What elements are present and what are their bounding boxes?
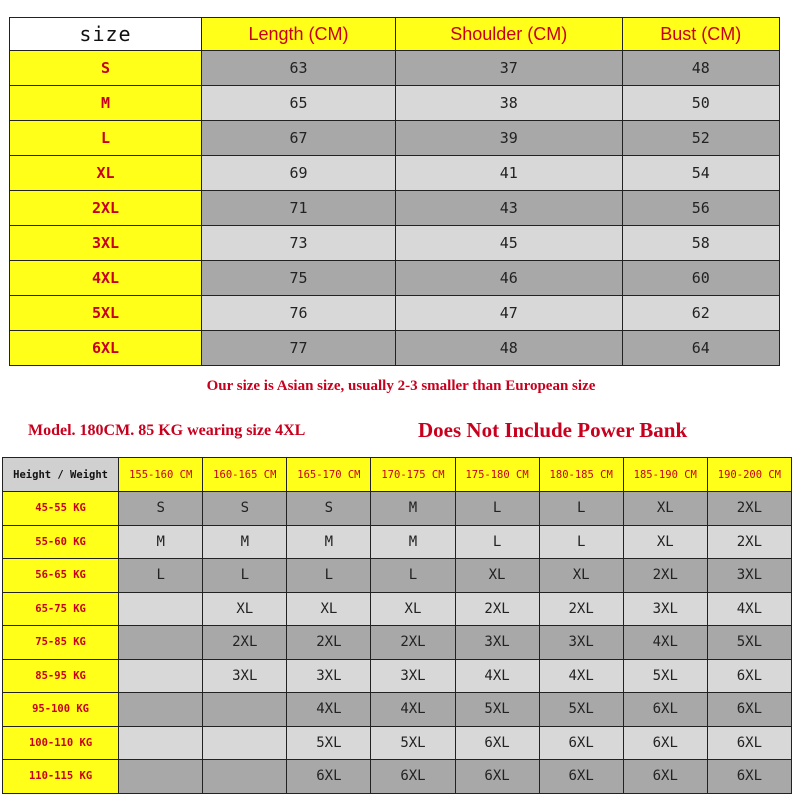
size-row	[10, 226, 780, 261]
weight-label: 85-95 KG	[3, 659, 119, 693]
size-label: 6XL	[10, 331, 202, 366]
height-header: 170-175 CM	[371, 458, 455, 492]
size-recommendation-cell: 2XL	[623, 559, 707, 593]
size-recommendation-cell	[119, 693, 203, 727]
size-recommendation-cell: 6XL	[539, 726, 623, 760]
size-recommendation-cell: S	[287, 492, 371, 526]
model-note: Model. 180CM. 85 KG wearing size 4XL	[28, 422, 306, 439]
size-recommendation-cell: 4XL	[707, 592, 791, 626]
shoulder-value: 45	[395, 226, 622, 261]
bust-value: 62	[622, 296, 779, 331]
shoulder-value: 48	[395, 331, 622, 366]
height-weight-table	[2, 457, 792, 794]
shoulder-value: 39	[395, 121, 622, 156]
length-value: 73	[202, 226, 396, 261]
weight-label: 95-100 KG	[3, 693, 119, 727]
size-recommendation-cell: S	[119, 492, 203, 526]
size-recommendation-cell: 2XL	[371, 626, 455, 660]
size-row	[10, 261, 780, 296]
size-recommendation-cell: XL	[203, 592, 287, 626]
size-row	[10, 296, 780, 331]
weight-label: 56-65 KG	[3, 559, 119, 593]
length-value: 71	[202, 191, 396, 226]
weight-label: 110-115 KG	[3, 760, 119, 794]
size-row	[10, 331, 780, 366]
size-recommendation-cell: 3XL	[203, 659, 287, 693]
size-recommendation-cell	[119, 626, 203, 660]
size-recommendation-cell: 5XL	[707, 626, 791, 660]
size-label: L	[10, 121, 202, 156]
length-value: 67	[202, 121, 396, 156]
size-recommendation-cell: 6XL	[287, 760, 371, 794]
size-recommendation-cell: 3XL	[455, 626, 539, 660]
size-recommendation-cell: L	[371, 559, 455, 593]
shoulder-value: 41	[395, 156, 622, 191]
bust-value: 50	[622, 86, 779, 121]
size-recommendation-cell: 6XL	[707, 659, 791, 693]
header-length: Length (CM)	[202, 18, 396, 51]
size-recommendation-cell: L	[539, 492, 623, 526]
size-recommendation-cell: 6XL	[707, 693, 791, 727]
size-recommendation-cell: M	[371, 525, 455, 559]
size-recommendation-cell: 6XL	[455, 760, 539, 794]
asian-size-note: Our size is Asian size, usually 2-3 smaller than European size	[206, 378, 596, 394]
size-recommendation-cell: 4XL	[539, 659, 623, 693]
bust-value: 48	[622, 51, 779, 86]
size-recommendation-cell	[203, 760, 287, 794]
weight-label: 75-85 KG	[3, 626, 119, 660]
header-size: size	[10, 18, 202, 51]
header-bust: Bust (CM)	[622, 18, 779, 51]
weight-row	[3, 760, 792, 794]
length-value: 63	[202, 51, 396, 86]
size-recommendation-cell: L	[539, 525, 623, 559]
bust-value: 56	[622, 191, 779, 226]
bust-value: 52	[622, 121, 779, 156]
size-label: S	[10, 51, 202, 86]
size-label: XL	[10, 156, 202, 191]
power-bank-note: Does Not Include Power Bank	[418, 418, 688, 442]
size-recommendation-cell: 2XL	[707, 525, 791, 559]
size-recommendation-cell: 3XL	[371, 659, 455, 693]
size-recommendation-cell: 5XL	[455, 693, 539, 727]
size-recommendation-cell	[119, 592, 203, 626]
bust-value: 54	[622, 156, 779, 191]
size-recommendation-cell: 2XL	[455, 592, 539, 626]
size-recommendation-cell: 2XL	[203, 626, 287, 660]
size-recommendation-cell	[119, 659, 203, 693]
size-recommendation-cell: XL	[455, 559, 539, 593]
weight-row	[3, 525, 792, 559]
size-recommendation-cell: XL	[371, 592, 455, 626]
size-recommendation-cell: M	[371, 492, 455, 526]
size-recommendation-cell: XL	[539, 559, 623, 593]
size-recommendation-cell: 6XL	[623, 693, 707, 727]
height-header: 180-185 CM	[539, 458, 623, 492]
weight-row	[3, 659, 792, 693]
size-recommendation-cell: 4XL	[371, 693, 455, 727]
weight-row	[3, 726, 792, 760]
shoulder-value: 38	[395, 86, 622, 121]
size-recommendation-cell: 5XL	[287, 726, 371, 760]
height-header: 165-170 CM	[287, 458, 371, 492]
size-chart-table	[9, 17, 780, 366]
size-recommendation-cell	[203, 693, 287, 727]
bust-value: 58	[622, 226, 779, 261]
size-chart-header-row	[10, 18, 780, 51]
length-value: 77	[202, 331, 396, 366]
weight-row	[3, 626, 792, 660]
size-recommendation-cell: 5XL	[623, 659, 707, 693]
weight-row	[3, 559, 792, 593]
size-label: 5XL	[10, 296, 202, 331]
size-recommendation-cell: XL	[287, 592, 371, 626]
length-value: 75	[202, 261, 396, 296]
weight-label: 55-60 KG	[3, 525, 119, 559]
bust-value: 64	[622, 331, 779, 366]
size-recommendation-cell: L	[455, 492, 539, 526]
shoulder-value: 43	[395, 191, 622, 226]
size-row	[10, 191, 780, 226]
size-recommendation-cell: M	[287, 525, 371, 559]
size-recommendation-cell: L	[455, 525, 539, 559]
height-header: 155-160 CM	[119, 458, 203, 492]
size-recommendation-cell: 3XL	[707, 559, 791, 593]
size-recommendation-cell: L	[287, 559, 371, 593]
size-recommendation-cell: 6XL	[707, 726, 791, 760]
size-recommendation-cell: 2XL	[707, 492, 791, 526]
weight-row	[3, 693, 792, 727]
size-recommendation-cell: 2XL	[539, 592, 623, 626]
size-recommendation-cell: 3XL	[539, 626, 623, 660]
size-recommendation-cell: 5XL	[371, 726, 455, 760]
size-recommendation-cell: 4XL	[455, 659, 539, 693]
bust-value: 60	[622, 261, 779, 296]
size-row	[10, 156, 780, 191]
size-recommendation-cell: M	[203, 525, 287, 559]
size-label: 4XL	[10, 261, 202, 296]
size-recommendation-cell: 3XL	[287, 659, 371, 693]
size-recommendation-cell: 3XL	[623, 592, 707, 626]
size-label: M	[10, 86, 202, 121]
shoulder-value: 46	[395, 261, 622, 296]
size-recommendation-cell: 6XL	[539, 760, 623, 794]
size-recommendation-cell: M	[119, 525, 203, 559]
size-recommendation-cell	[119, 760, 203, 794]
size-recommendation-cell: L	[119, 559, 203, 593]
size-recommendation-cell: 2XL	[287, 626, 371, 660]
weight-label: 100-110 KG	[3, 726, 119, 760]
size-recommendation-cell: 6XL	[623, 726, 707, 760]
shoulder-value: 47	[395, 296, 622, 331]
shoulder-value: 37	[395, 51, 622, 86]
size-recommendation-cell: XL	[623, 492, 707, 526]
size-recommendation-cell: 6XL	[455, 726, 539, 760]
size-recommendation-cell: 5XL	[539, 693, 623, 727]
size-row	[10, 121, 780, 156]
height-header: 190-200 CM	[707, 458, 791, 492]
length-value: 76	[202, 296, 396, 331]
height-header: 160-165 CM	[203, 458, 287, 492]
size-recommendation-cell: 6XL	[707, 760, 791, 794]
size-label: 3XL	[10, 226, 202, 261]
size-row	[10, 86, 780, 121]
size-recommendation-cell: XL	[623, 525, 707, 559]
weight-label: 45-55 KG	[3, 492, 119, 526]
height-header: 185-190 CM	[623, 458, 707, 492]
size-recommendation-cell: 6XL	[371, 760, 455, 794]
size-recommendation-cell: S	[203, 492, 287, 526]
size-recommendation-cell	[119, 726, 203, 760]
height-weight-corner: Height / Weight	[3, 458, 119, 492]
size-recommendation-cell	[203, 726, 287, 760]
length-value: 65	[202, 86, 396, 121]
header-shoulder: Shoulder (CM)	[395, 18, 622, 51]
weight-label: 65-75 KG	[3, 592, 119, 626]
size-label: 2XL	[10, 191, 202, 226]
length-value: 69	[202, 156, 396, 191]
size-recommendation-cell: 4XL	[623, 626, 707, 660]
size-recommendation-cell: L	[203, 559, 287, 593]
weight-row	[3, 592, 792, 626]
size-recommendation-cell: 6XL	[623, 760, 707, 794]
height-header: 175-180 CM	[455, 458, 539, 492]
weight-row	[3, 492, 792, 526]
size-row	[10, 51, 780, 86]
height-weight-header-row	[3, 458, 792, 492]
size-recommendation-cell: 4XL	[287, 693, 371, 727]
